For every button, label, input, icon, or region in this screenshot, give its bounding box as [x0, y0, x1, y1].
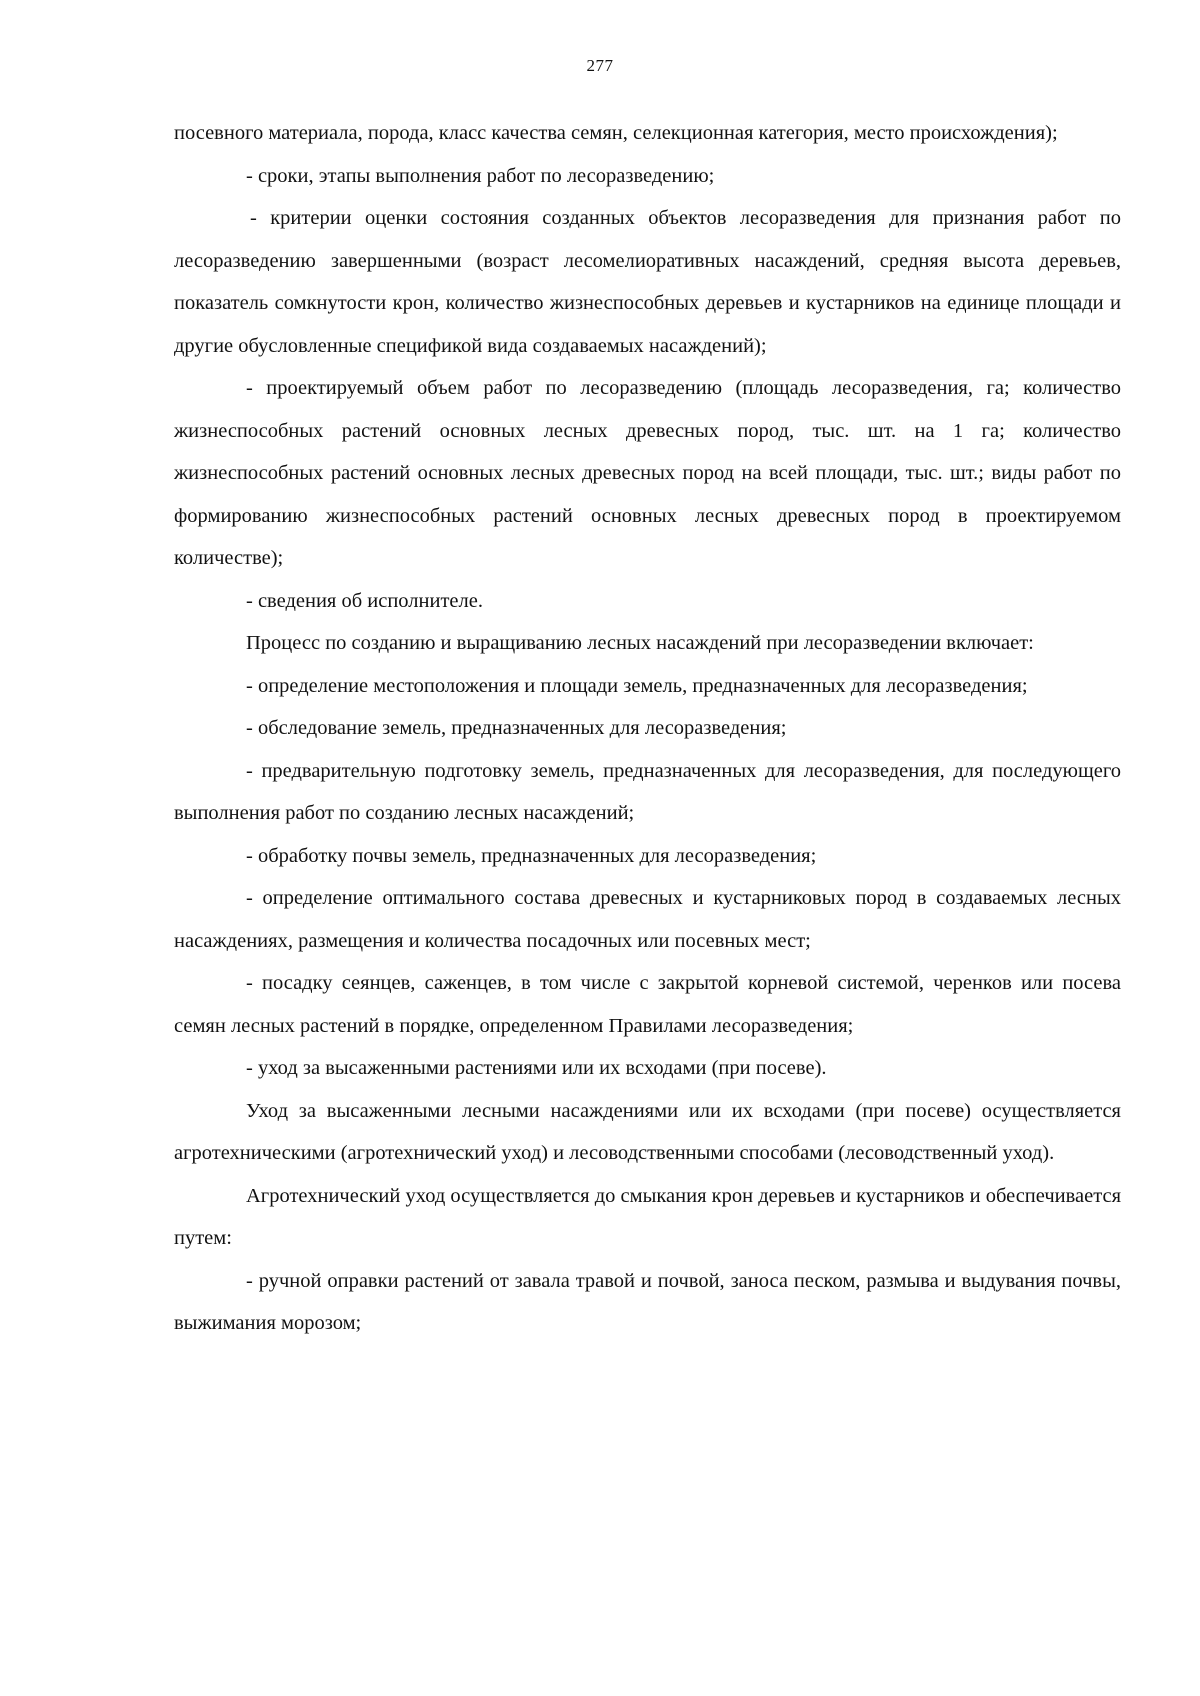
list-item-soil-treatment: - обработку почвы земель, предназначенных для лесоразведения; [246, 844, 817, 867]
paragraph-continuation: посевного материала, порода, класс качества семян, селекционная категория, место происхождения); [174, 122, 1058, 144]
list-item-work-stages: - сроки, этапы выполнения работ по лесоразведению; [246, 164, 715, 187]
paragraph-agrotechnical-care: Агротехнический уход осуществляется до смыкания крон деревьев и кустарников и обеспечивается путем: [174, 1184, 1121, 1249]
list-item-planting: - посадку сеянцев, саженцев, в том числе с закрытой корневой системой, черенков или посева семян лесных растений в порядке, определенном Правилами лесоразведения; [174, 972, 1121, 1037]
list-item-location-area: - определение местоположения и площади земель, предназначенных для лесоразведения; [246, 674, 1028, 697]
list-item-projected-volume: - проектируемый объем работ по лесоразведению (площадь лесоразведения, га; количество жизнеспособных растений основных лесных древесных пород, тыс. шт. на 1 га; количество жизнеспособных растений основных лесных древесных пород на всей площади, тыс. шт.; виды работ по формированию жизнеспособных растений основных лесных древесных пород в проектируемом количестве); [174, 377, 1121, 569]
paragraph-process-includes: Процесс по созданию и выращиванию лесных насаждений при лесоразведении включает: [246, 632, 1034, 654]
list-item-contractor-info: - сведения об исполнителе. [246, 589, 483, 612]
page-number: 277 [586, 56, 614, 75]
list-item-land-survey: - обследование земель, предназначенных для лесоразведения; [246, 717, 787, 739]
list-item-assessment-criteria: - критерии оценки состояния созданных объектов лесоразведения для признания работ по лесоразведению завершенными (возраст лесомелиоративных насаждений, средняя высота деревьев, показатель сомкнутости крон, количество жизнеспособных деревьев и кустарников на единице площади и другие обусловленные спецификой вида создаваемых насаждений); [174, 207, 1121, 357]
list-item-species-composition: - определение оптимального состава древесных и кустарниковых пород в создаваемых лесных насаждениях, размещения и количества посадочных или посевных мест; [174, 887, 1121, 952]
paragraph-care-methods: Уход за высаженными лесными насаждениями или их всходами (при посеве) осуществляется агротехническими (агротехнический уход) и лесоводственными способами (лесоводственный уход). [174, 1099, 1121, 1164]
list-item-preliminary-preparation: - предварительную подготовку земель, предназначенных для лесоразведения, для последующего выполнения работ по созданию лесных насаждений; [174, 759, 1121, 824]
list-item-plant-care: - уход за высаженными растениями или их всходами (при посеве). [246, 1057, 827, 1079]
document-body [174, 112, 1121, 1345]
list-item-manual-adjustment: - ручной оправки растений от завала травой и почвой, заноса песком, размыва и выдувания почвы, выжимания морозом; [174, 1269, 1121, 1334]
